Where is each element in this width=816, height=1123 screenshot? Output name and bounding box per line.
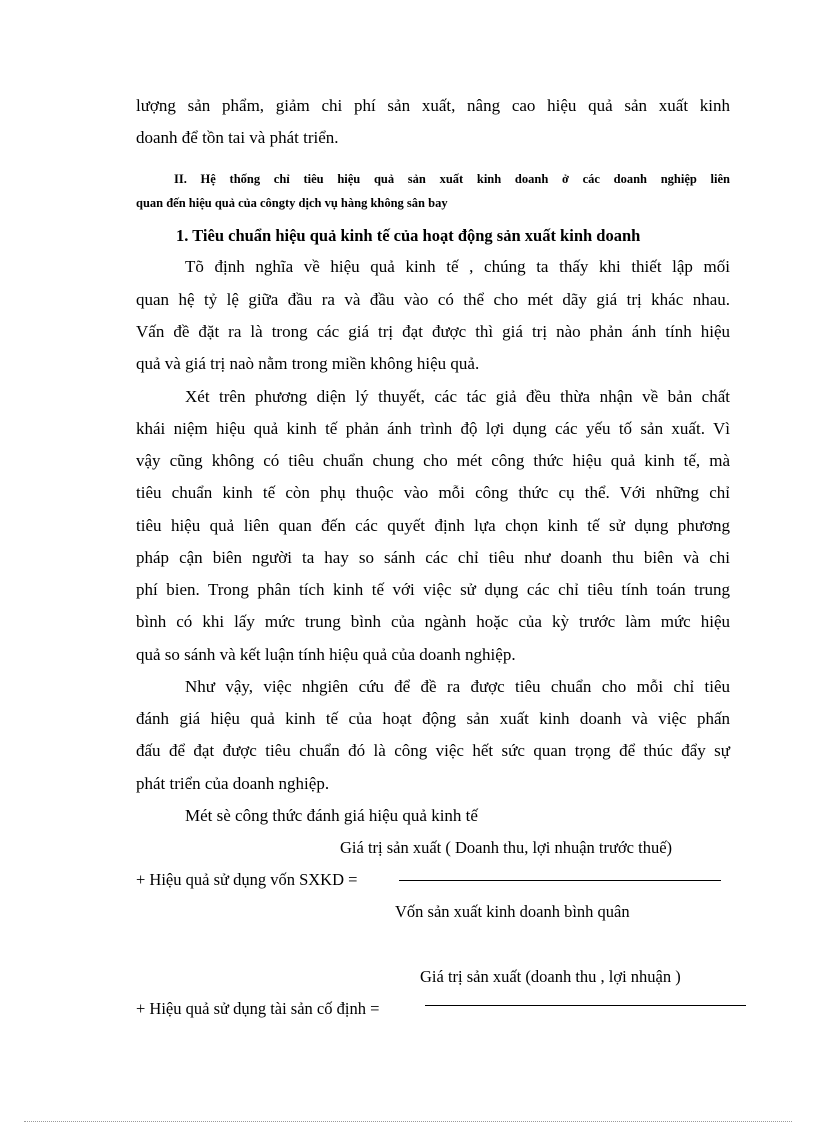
- paragraph-intro-line-2: doanh để tồn tai và phát triển.: [136, 128, 339, 147]
- paragraph-2-line-2: khái niệm hiệu quả kinh tế phản ánh trình độ lợi dụng các yếu tố sản xuất. Vì: [136, 419, 730, 438]
- formula-intro: Mét sè công thức đánh giá hiệu quả kinh tế: [185, 806, 478, 825]
- paragraph-1-line-1: Tõ định nghĩa về hiệu quả kinh tế , chúng ta thấy khi thiết lập mối: [185, 257, 730, 276]
- paragraph-2-line-1: Xét trên phương diện lý thuyết, các tác giả đều thừa nhận về bản chất: [185, 387, 730, 406]
- formula-1-fraction-bar: [399, 880, 721, 881]
- paragraph-1-line-4: quả và giá trị naò nằm trong miền không hiệu quả.: [136, 354, 480, 373]
- paragraph-2-line-7: phí bien. Trong phân tích kinh tế với việc sử dụng các chỉ tiêu tính toán trung: [136, 580, 730, 599]
- paragraph-2-line-3: vậy cũng không có tiêu chuẩn chung cho mét công thức hiệu quả kinh tế, mà: [136, 451, 730, 470]
- formula-2-numerator: Giá trị sản xuất (doanh thu , lợi nhuận ): [420, 967, 681, 986]
- paragraph-intro-line-1: lượng sản phẩm, giảm chi phí sản xuất, nâng cao hiệu quả sản xuất kinh: [136, 96, 730, 115]
- formula-1-label: + Hiệu quả sử dụng vốn SXKD =: [136, 870, 358, 889]
- section-heading-line-2: quan đến hiệu quả của côngty dịch vụ hàng không sân bay: [136, 196, 448, 210]
- section-heading-line-1: II. Hệ thống chỉ tiêu hiệu quả sản xuất kinh doanh ở các doanh nghiệp liên: [174, 172, 730, 186]
- paragraph-2-line-5: tiêu hiệu quả liên quan đến các quyết định lựa chọn kinh tế sử dụng phương: [136, 516, 730, 535]
- formula-1-numerator: Giá trị sản xuất ( Doanh thu, lợi nhuận trước thuế): [340, 838, 673, 857]
- paragraph-2-line-9: quả so sánh và kết luận tính hiệu quả của doanh nghiệp.: [136, 645, 516, 664]
- paragraph-2-line-4: tiêu chuẩn kinh tế còn phụ thuộc vào mỗi công thức cụ thể. Với những chỉ: [136, 483, 730, 502]
- paragraph-2-line-6: pháp cận biên người ta hay so sánh các chỉ tiêu như doanh thu biên và chi: [136, 548, 730, 567]
- paragraph-3-line-1: Như vậy, việc nhgiên cứu để đề ra được tiêu chuẩn cho mỗi chỉ tiêu: [185, 677, 730, 696]
- paragraph-1-line-2: quan hệ tỷ lệ giữa đầu ra và đầu vào có thể cho mét dãy giá trị khác nhau.: [136, 290, 730, 309]
- formula-1-denominator: Vốn sản xuất kinh doanh bình quân: [395, 902, 630, 921]
- paragraph-3-line-2: đánh giá hiệu quả kinh tế của hoạt động sản xuất kinh doanh và việc phấn: [136, 709, 730, 728]
- paragraph-3-line-3: đấu để đạt được tiêu chuẩn đó là công việc hết sức quan trọng để thúc đẩy sự: [136, 741, 730, 760]
- formula-2-label: + Hiệu quả sử dụng tài sản cố định =: [136, 999, 380, 1018]
- page-bottom-border: [24, 1121, 792, 1122]
- subsection-heading: 1. Tiêu chuẩn hiệu quả kinh tế của hoạt động sản xuất kinh doanh: [176, 226, 641, 245]
- paragraph-2-line-8: bình có khi lấy mức trung bình của ngành hoặc của kỳ trước làm mức hiệu: [136, 612, 730, 631]
- paragraph-1-line-3: Vấn đề đặt ra là trong các giá trị đạt được thì giá trị nào phản ánh tính hiệu: [136, 322, 730, 341]
- paragraph-3-line-4: phát triển của doanh nghiệp.: [136, 774, 330, 793]
- formula-2-fraction-bar: [425, 1005, 746, 1006]
